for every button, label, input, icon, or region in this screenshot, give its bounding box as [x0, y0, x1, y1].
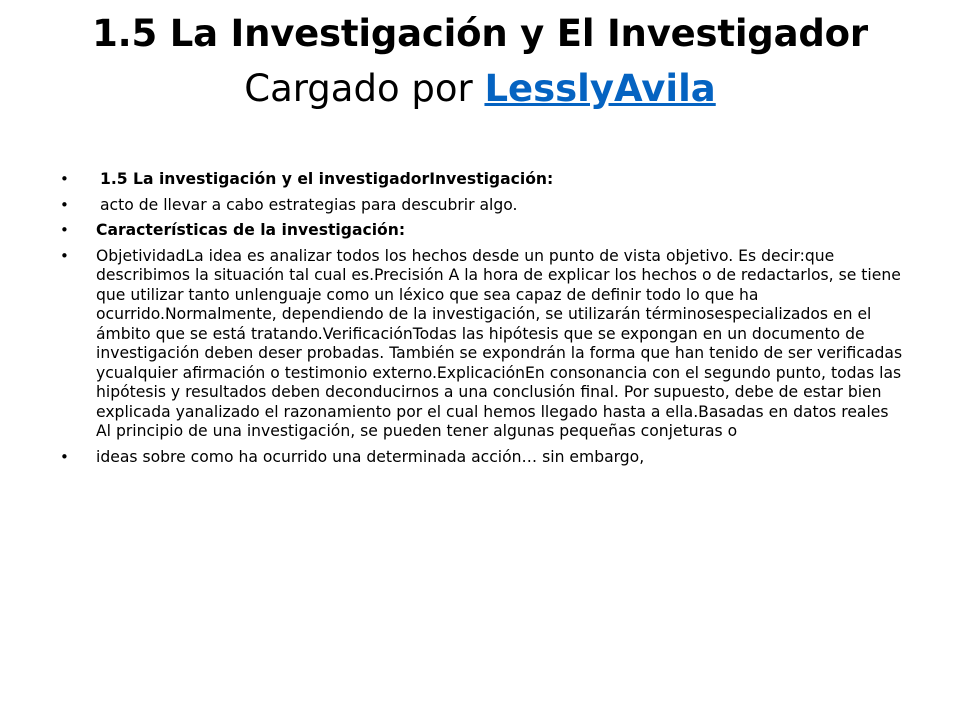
bullet-text: ideas sobre como ha ocurrido una determinada acción… sin embargo,	[96, 447, 645, 466]
bullet-item	[58, 247, 908, 442]
bullet-text: ObjetividadLa idea es analizar todos los hechos desde un punto de vista objetivo. Es decir:que describimos la situación tal cual es.Precisión A la hora de explicar los hechos o de redactarlos, se tiene que utilizar tanto unlenguaje como un léxico que sea capaz de definir todo lo que ha ocurrido.Normalmente, dependiendo de la investigación, se utilizarán términosespecializados en el ámbito que se está tratando.VerificaciónTodas las hipótesis que se expongan en un documento de investigación deben deser probadas. También se expondrán la forma que han tenido de ser verificadas ycualquier afirmación o testimonio externo.ExplicaciónEn consonancia con el segundo punto, todas las hipótesis y resultados deben deconducirnos a una conclusión final. Por supuesto, debe de estar bien explicada yanalizado el razonamiento por el cual hemos llegado hasta a ella.Basadas en datos reales Al principio de una investigación, se pueden tener algunas pequeñas conjeturas o	[96, 246, 903, 440]
bullet-dot: •	[60, 195, 69, 214]
bullet-item	[58, 448, 908, 468]
bullet-item	[58, 221, 908, 241]
uploaded-by-prefix: Cargado por	[244, 67, 485, 110]
bullet-list	[58, 170, 908, 473]
uploaded-by-line	[40, 61, 920, 116]
bullet-dot: •	[60, 221, 69, 239]
bullet-item	[58, 196, 908, 216]
bullet-dot: •	[60, 170, 69, 188]
bullet-item	[58, 170, 908, 190]
bullet-text: 1.5 La investigación y el investigadorInvestigación:	[100, 170, 554, 188]
bullet-text: acto de llevar a cabo estrategias para descubrir algo.	[100, 195, 518, 214]
bullet-dot: •	[60, 246, 69, 265]
bullet-text: Características de la investigación:	[96, 221, 406, 239]
slide-title	[40, 6, 920, 116]
bullet-dot: •	[60, 447, 69, 466]
uploader-link[interactable]: LesslyAvila	[484, 67, 716, 110]
title-main: 1.5 La Investigación y El Investigador	[92, 12, 868, 55]
